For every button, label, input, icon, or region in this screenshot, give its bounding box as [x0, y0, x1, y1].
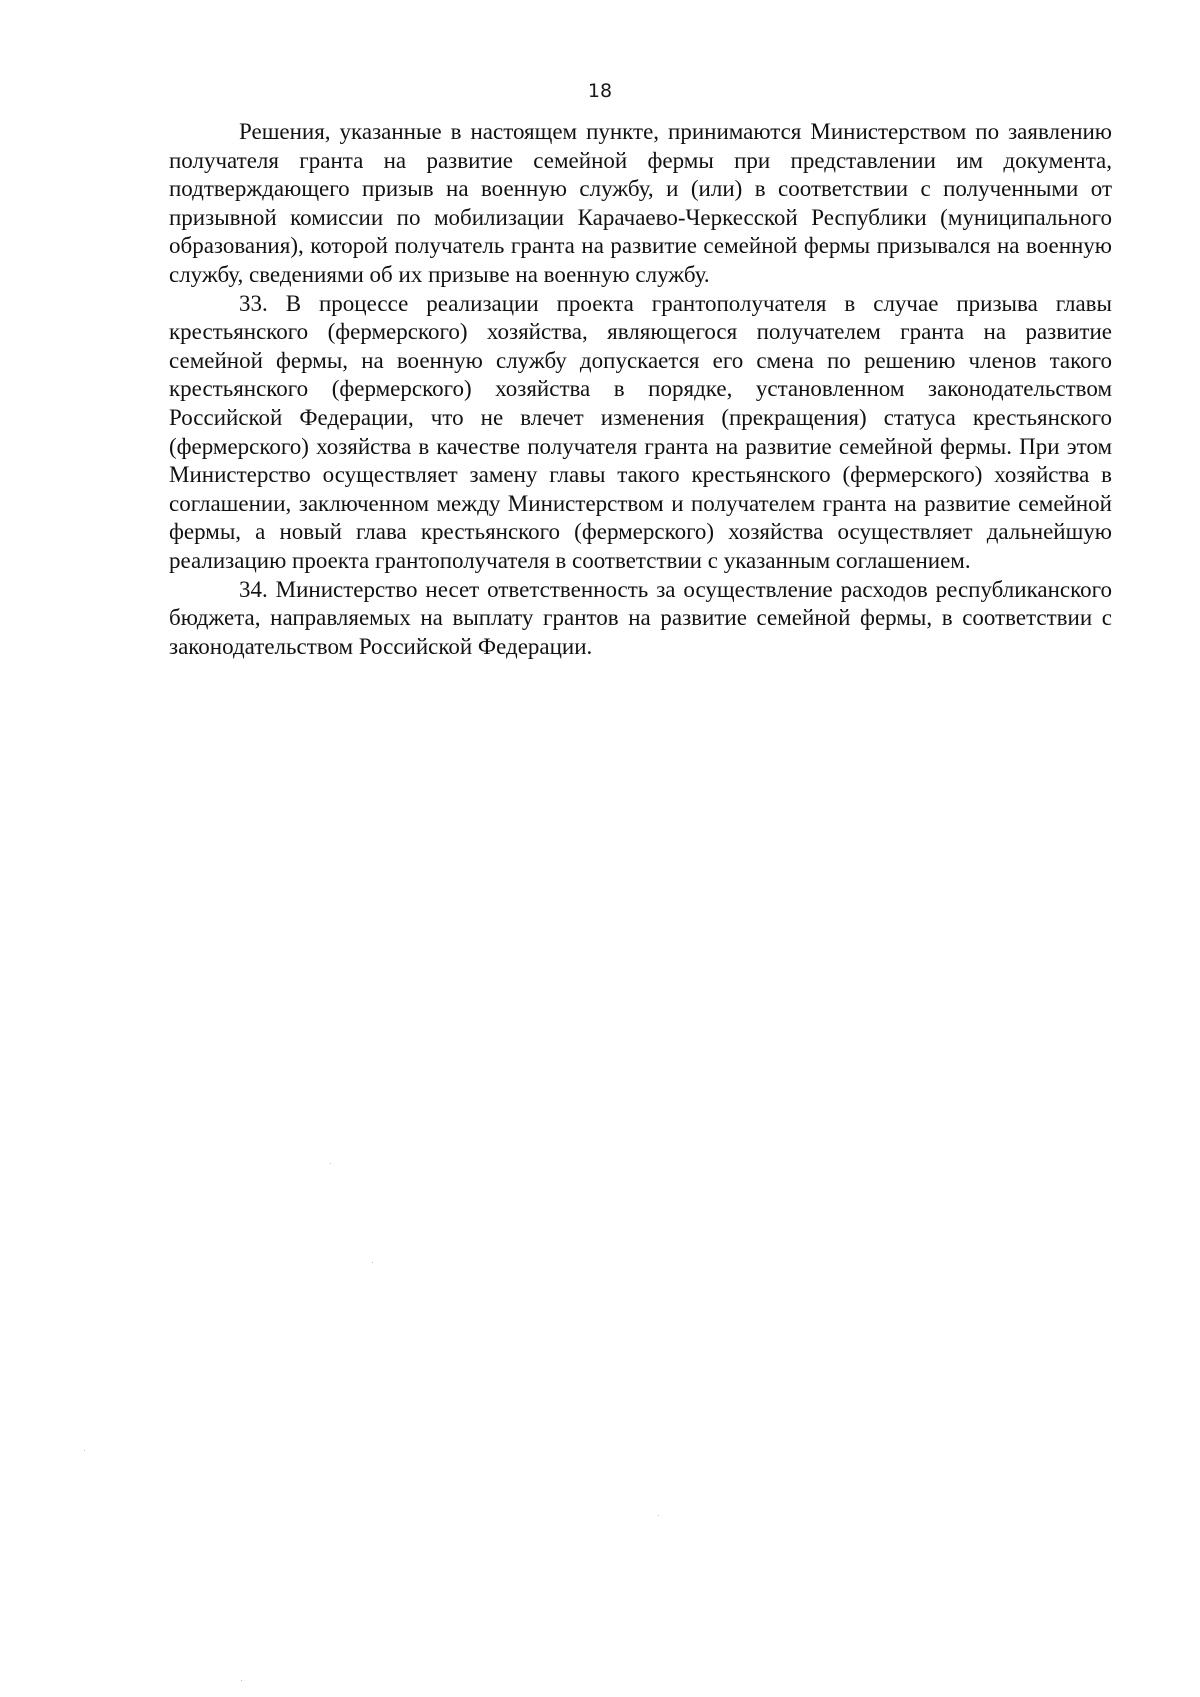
paragraph-33: 33. В процессе реализации проекта грантополучателя в случае призыва главы крестьянского (фермерского) хозяйства, являющегося получателем гранта на развитие семейной фермы, на военную службу допускается его смена по решению членов такого крестьянского (фермерского) хозяйства в порядке, установленном законодательством Российской Федерации, что не влечет изменения (прекращения) статуса крестьянского (фермерского) хозяйства в качестве получателя гранта на развитие семейной фермы. При этом Министерство осуществляет замену главы такого крестьянского (фермерского) хозяйства в соглашении, заключенном между Министерством и получателем гранта на развитие семейной фермы, а новый глава крестьянского (фермерского) хозяйства осуществляет дальнейшую реализацию проекта грантополучателя в соответствии с указанным соглашением. — [169, 290, 1112, 573]
scan-speck — [84, 1450, 85, 1451]
scan-speck — [372, 1262, 373, 1263]
scan-speck — [658, 1515, 659, 1516]
document-body — [169, 118, 1112, 661]
paragraph-34: 34. Министерство несет ответственность за осуществление расходов республиканского бюджета, направляемых на выплату грантов на развитие семейной фермы, в соответствии с законодательством Российской Федерации. — [169, 576, 1112, 659]
scan-speck — [330, 1163, 331, 1164]
paragraph-decisions: Решения, указанные в настоящем пункте, принимаются Министерством по заявлению получателя гранта на развитие семейной фермы при представлении им документа, подтверждающего призыв на военную службу, и (или) в соответствии с полученными от призывной комиссии по мобилизации Карачаево-Черкесской Республики (муниципального образования), которой получатель гранта на развитие семейной фермы призывался на военную службу, сведениями об их призыве на военную службу. — [169, 119, 1112, 287]
page-number: 18 — [587, 80, 613, 102]
scan-speck — [241, 1680, 242, 1681]
